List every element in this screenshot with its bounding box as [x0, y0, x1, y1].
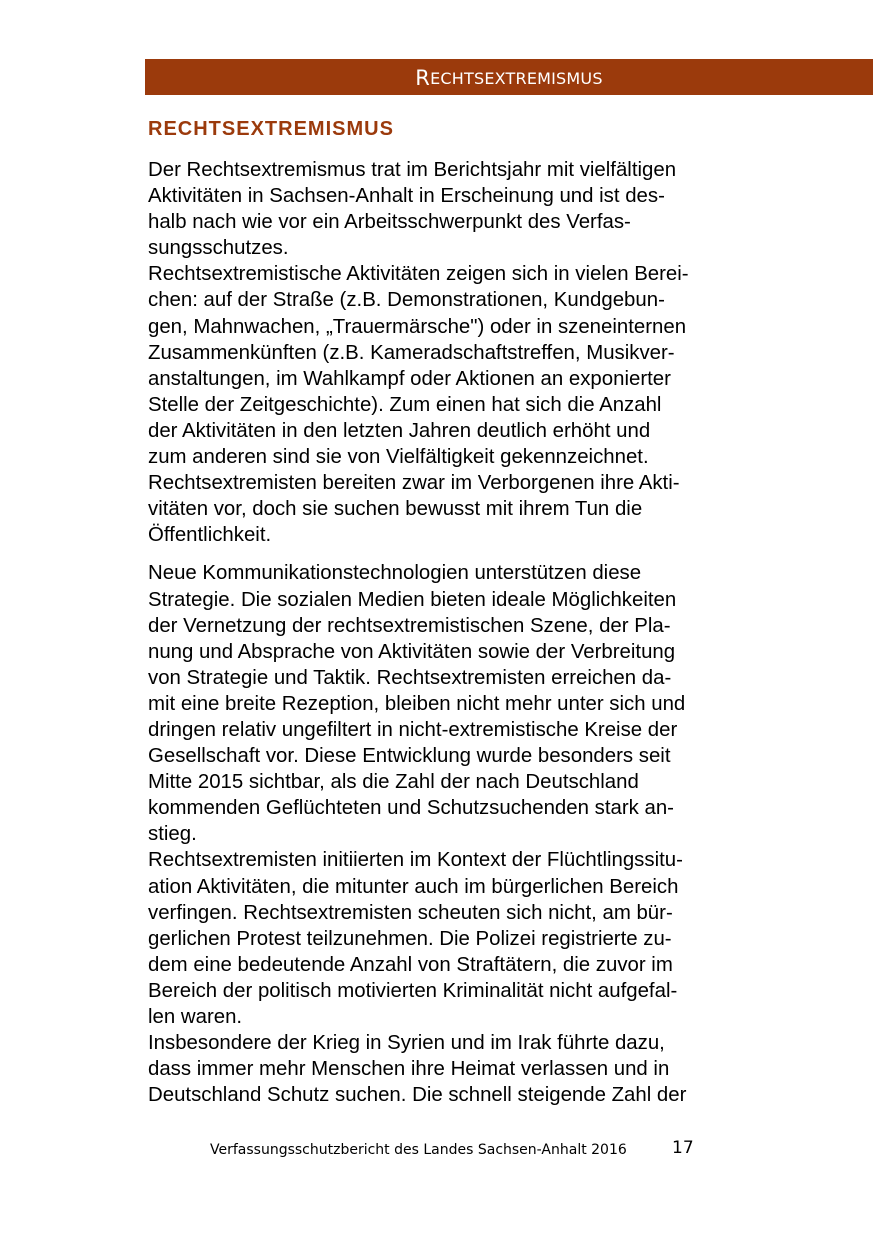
page-number: 17	[672, 1138, 694, 1158]
section-heading: RECHTSEXTREMISMUS	[148, 118, 394, 140]
running-header-initial: R	[415, 66, 431, 90]
running-header-title: ECHTSEXTREMISMUS	[430, 68, 603, 88]
paragraph-1: Der Rechtsextremismus trat im Berichtsjahr mit vielfältigen Aktivitäten in Sachsen-Anhalt in Erscheinung und ist des- halb nach wie vor ein Arbeitsschwerpunkt des Verfas- sungsschutzes.	[148, 159, 677, 260]
body-text	[148, 157, 768, 1108]
page-footer	[210, 1138, 710, 1162]
paragraph-2: Rechtsextremistische Aktivitäten zeigen sich in vielen Berei- chen: auf der Straße (z.B. Demonstrationen, Kundgebun- gen, Mahnwachen, „Trauermärsche") oder in szeneinternen Zusammenkünften (z.B. Kameradschaftstreffen, Musikver- anstaltungen, im Wahlkampf oder Aktionen an exponierter Stelle der Zeitgeschichte). Zum einen hat sich die Anzahl der Aktivitäten in den letzten Jahren deutlich erhöht und zum anderen sind sie von Vielfältigkeit gekennzeichnet. Rechtsextremisten bereiten zwar im Verborgenen ihre Akti- vitäten vor, doch sie suchen bewusst mit ihrem Tun die Öffentlichkeit.	[148, 263, 689, 547]
footer-text: Verfassungsschutzbericht des Landes Sachsen-Anhalt 2016	[210, 1142, 627, 1158]
paragraph-3: Neue Kommunikationstechnologien unterstützen diese Strategie. Die sozialen Medien bieten ideale Möglichkeiten der Vernetzung der rechtsextremistischen Szene, der Pla- nung und Absprache von Aktivitäten sowie der Verbreitung von Strategie und Taktik. Rechtsextremisten erreichen da- mit eine breite Rezeption, bleiben nicht mehr unter sich und dringen relativ ungefiltert in nicht-extremistische Kreise der Gesellschaft vor. Diese Entwicklung wurde besonders seit Mitte 2015 sichtbar, als die Zahl der nach Deutschland kommenden Geflüchteten und Schutzsuchenden stark an- stieg.	[148, 562, 686, 846]
paragraph-4: Rechtsextremisten initiierten im Kontext der Flüchtlingssitu- ation Aktivitäten, die mitunter auch im bürgerlichen Bereich verfingen. Rechtsextremisten scheuten sich nicht, am bür- gerlichen Protest teilzunehmen. Die Polizei registrierte zu- dem eine bedeutende Anzahl von Straftätern, die zuvor im Bereich der politisch motivierten Kriminalität nicht aufgefal- len waren.	[148, 849, 683, 1028]
paragraph-5: Insbesondere der Krieg in Syrien und im Irak führte dazu, dass immer mehr Menschen ihre Heimat verlassen und in Deutschland Schutz suchen. Die schnell steigende Zahl der	[148, 1032, 687, 1107]
running-header	[145, 59, 873, 95]
